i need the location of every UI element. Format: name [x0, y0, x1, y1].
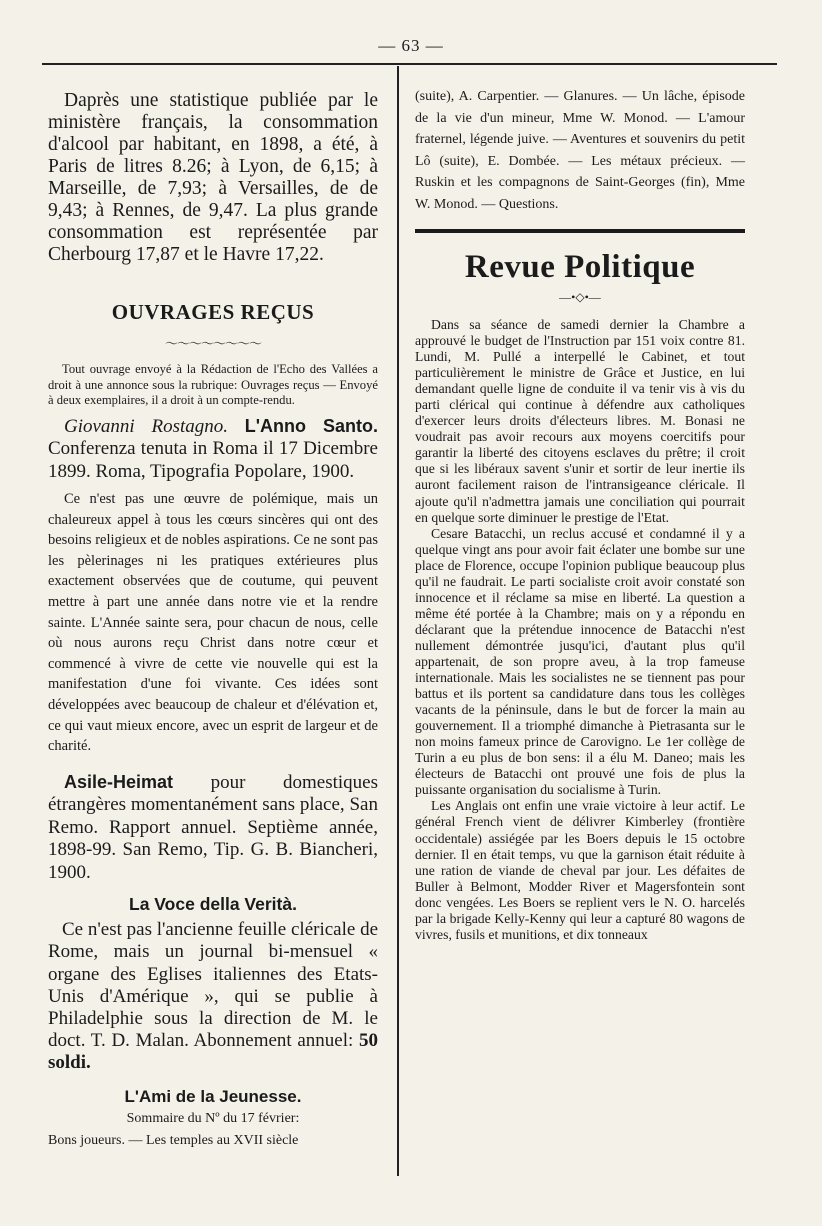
- book-asile-heimat-entry: [48, 771, 378, 885]
- diamond-ornament: —•◇•—: [559, 290, 601, 304]
- book-anno-santo-entry: [48, 415, 378, 484]
- book-title: Asile-Heimat: [64, 771, 174, 792]
- ouvrages-recus-heading: OUVRAGES REÇUS: [111, 300, 315, 324]
- book-details: Conferenza tenuta in Roma il 17 Dicembre 1899. Roma, Tipografia Popolare, 1900.: [48, 438, 378, 482]
- submission-notice: Tout ouvrage envoyé à la Rédaction de l'Echo des Vallées a droit à une annonce sous la rubrique: Ouvrages reçus — Envoyé à deux exemplaires, il a droit à un compte-rendu.: [48, 362, 378, 407]
- politics-paragraph-chamber: Dans sa séance de samedi dernier la Chambre a approuvé le budget de l'Instruction par 151 voix contre 81. Lundi, M. Pullé a interpellé le Cabinet, et tout particulièrement le ministre de Grâce et Justice, en lui demandant quelle ligne de conduite il va tenir vis à vis du parti clérical qui continue à défendre aux catholiques d'exercer leurs droits d'électeurs libres. M. Bonasi ne voudrait pas avoir recours aux moyens coercitifs pour garantir la liberté des citoyens esclaves du prêtre; il croit que si les libéraux savent s'unir et sortir de leur inertie ils auront facilement raison de l'intransigeance cléricale. Il ajoute qu'il n'admettra jamais une conciliation qui pourrait en quelque sorte diminuer le prestige de l'Etat.: [415, 317, 745, 525]
- summary-continued: (suite), A. Carpentier. — Glanures. — Un lâche, épisode de la vie d'un mineur, Mme W. Monod. — L'amour fraternel, légende juive. — Aventures et souvenirs du petit Lô (suite), E. Dombée. — Les métaux précieux. — Ruskin et les compagnons de Saint-Georges (fin), Mme W. Monod. — Questions.: [415, 89, 745, 212]
- voce-price: 50 soldi.: [48, 1030, 378, 1074]
- column-divider: [397, 66, 399, 1176]
- ami-jeunesse-heading: L'Ami de la Jeunesse.: [124, 1086, 302, 1106]
- alcohol-statistic: Daprès une statistique publiée par le ministère français, la consommation d'alcool par habitant, en 1898, a été, à Paris de litres 8.26; à Lyon, de 6,15; à Marseille, de 7,93; à Versailles, de de 9,43; à Rennes, de 9,47. La plus grande consommation est représentée par Cherbourg 17,87 et le Havre 17,22.: [48, 90, 378, 265]
- header-rule: [42, 63, 777, 65]
- summary-start: Bons joueurs. — Les temples au XVII siècle: [48, 1132, 299, 1148]
- summary-heading: Sommaire du Nº du 17 février:: [126, 1110, 300, 1126]
- book-title: L'Anno Santo.: [244, 415, 379, 436]
- left-column: [48, 86, 378, 1151]
- revue-politique-heading: Revue Politique: [464, 249, 696, 285]
- voce-della-verita-text: [48, 919, 378, 1074]
- book-details: pour domestiques étrangères momentanément sans place, San Remo. Rapport annuel. Septième année, 1898-99. San Remo, Tip. G. B. Biancheri, 1900.: [48, 771, 378, 883]
- right-column: [415, 86, 745, 943]
- wave-ornament: 〜〜〜〜〜〜〜〜: [164, 336, 261, 351]
- politics-paragraph-boers: Les Anglais ont enfin une vraie victoire à leur actif. Le général French vient de délivrer Kimberley (frontière occidentale) assiégée par les Boers depuis le 15 octobre dernier. Il en était temps, vu que la garnison était réduite à une ration de viande de cheval par jour. Les défaites de Buller à Belmont, Modder River et Magersfontein sont donc vengées. Les Boers se replient vers le N. O. harcelés par la brigade Kelly-Kenny qui leur a capturé 80 wagons de vivres, fusils et munitions, et dix tonneaux: [415, 798, 745, 942]
- voce-della-verita-heading: La Voce della Verità.: [129, 894, 297, 915]
- section-rule: [415, 229, 745, 233]
- voce-description: Ce n'est pas l'ancienne feuille cléricale de Rome, mais un journal bi-mensuel « organe des Eglises italiennes des Etats-Unis d'Amérique », qui se publie à Philadelphie sous la direction de M. le doct. T. D. Malan. Abonnement annuel:: [48, 919, 378, 1052]
- politics-paragraph-batacchi: Cesare Batacchi, un reclus accusé et condamné il y a quelque vingt ans pour avoir fait éclater une bombe sur une place de Florence, occupe l'opinion publique beaucoup plus qu'il ne faudrait. Le parti socialiste croit avoir constaté son innocence et il réclame sa mise en liberté. La question a même été portée à la Chambre; mais on y a répondu en déclarant que la prétendue innocence de Batacchi n'est nullement démontrée jusqu'ici, d'autant plus qu'il appartenait, de son propre aveu, à la trop fameuse internationale. Mais les socialistes ne se tiennent pas pour battus et ils portent sa candidature dans tous les collèges vacants de la péninsule, dans le but de forcer la main au gouvernement. Il a triomphé dimanche à Pietrasanta sur le non moins fameux prince de Carovigno. Le 1er collège de Turin a eu plus de bon sens: il a élu M. Daneo; mais les électeurs de Batacchi ont prouvé une fois de plus la puissante organisation du socialisme à Turin.: [415, 525, 745, 798]
- book-review: Ce n'est pas une œuvre de polémique, mais un chaleureux appel à tous les cœurs sincères qui ont des besoins religieux et de nobles aspirations. Ce ne sont pas les pèlerinages ni les pratiques extérieures plus exactement observées que de coutume, qui peuvent mettre à part une année dans notre vie et la rendre sainte. L'Année sainte sera, pour chacun de nous, celle où nous aurons reçu Christ dans notre cœur et commencé à vivre de cette vie nouvelle qui est la manifestation d'une foi vivante. Ces idées sont développées avec beaucoup de chaleur et d'élévation et, ce qui vaut mieux encore, avec un esprit de largeur et de charité.: [48, 491, 378, 755]
- page-number: — 63 —: [378, 36, 444, 55]
- book-author: Giovanni Rostagno.: [64, 415, 228, 437]
